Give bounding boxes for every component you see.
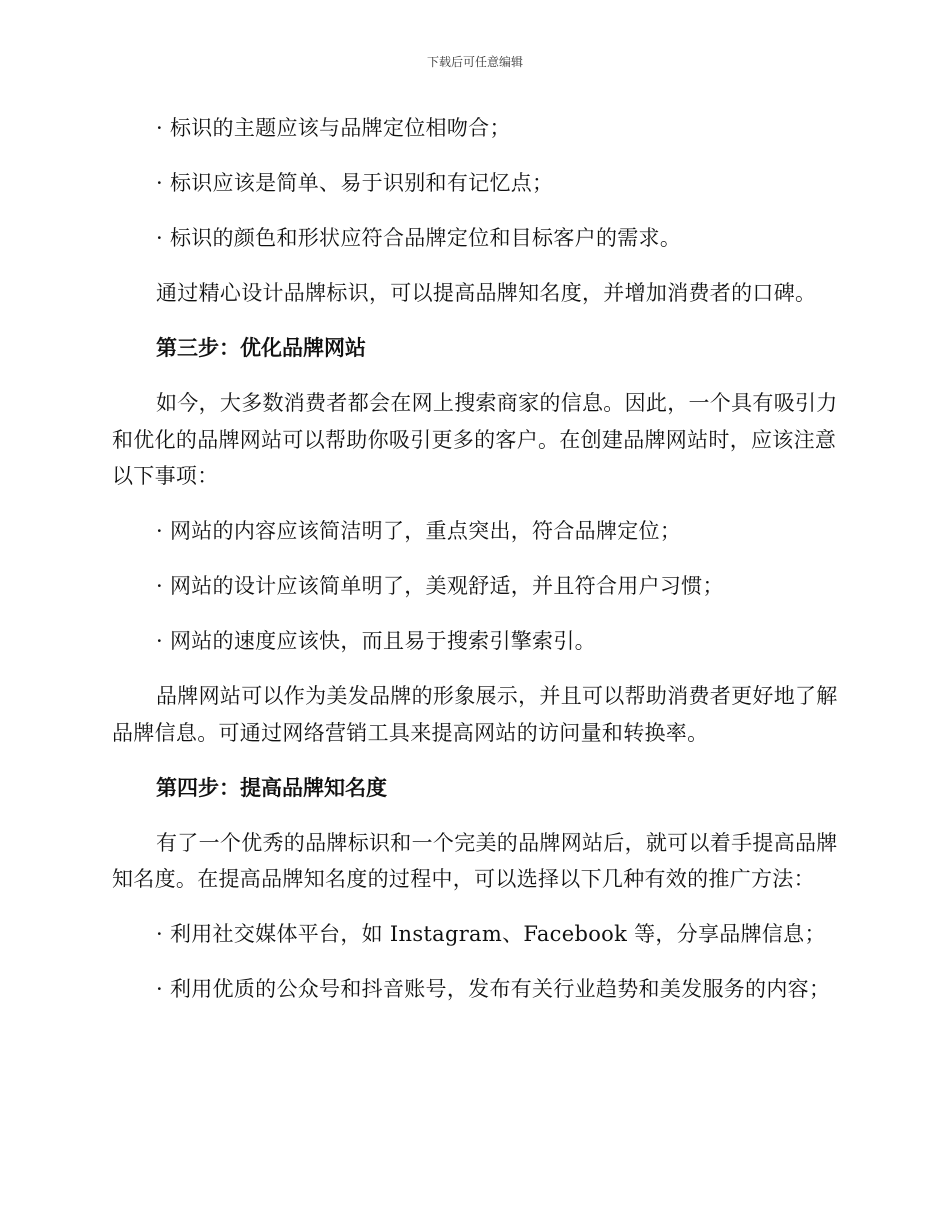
bullet-item: · 标识应该是简单、易于识别和有记忆点； (156, 171, 554, 195)
bullet-item: · 网站的设计应该简单明了，美观舒适，并且符合用户习惯； (156, 574, 724, 598)
page-header: 下载后可任意编辑 (426, 55, 523, 69)
paragraph: 有了一个优秀的品牌标识和一个完美的品牌网站后，就可以着手提高品牌知名度。在提高品牌知名度的过程中，可以选择以下几种有效的推广方法： (112, 830, 838, 891)
document-body (112, 110, 838, 1008)
bullet-item: · 网站的速度应该快，而且易于搜索引擎索引。 (156, 629, 596, 653)
section-heading: 第四步：提高品牌知名度 (156, 775, 387, 800)
paragraph: 品牌网站可以作为美发品牌的形象展示，并且可以帮助消费者更好地了解品牌信息。可通过网络营销工具来提高网站的访问量和转换率。 (112, 684, 838, 745)
bullet-item: · 标识的颜色和形状应符合品牌定位和目标客户的需求。 (156, 226, 682, 250)
bullet-item: · 标识的主题应该与品牌定位相吻合； (156, 116, 511, 140)
section-heading: 第三步：优化品牌网站 (156, 336, 366, 360)
bullet-item: · 利用优质的公众号和抖音账号，发布有关行业趋势和美发服务的内容； (156, 977, 831, 1001)
bullet-item: · 利用社交媒体平台，如 Instagram、Facebook 等，分享品牌信息； (156, 922, 826, 946)
paragraph: 如今，大多数消费者都会在网上搜索商家的信息。因此，一个具有吸引力和优化的品牌网站可以帮助你吸引更多的客户。在创建品牌网站时，应该注意以下事项： (112, 391, 838, 488)
paragraph: 通过精心设计品牌标识，可以提高品牌知名度，并增加消费者的口碑。 (156, 281, 817, 305)
bullet-item: · 网站的内容应该简洁明了，重点突出，符合品牌定位； (156, 519, 682, 543)
